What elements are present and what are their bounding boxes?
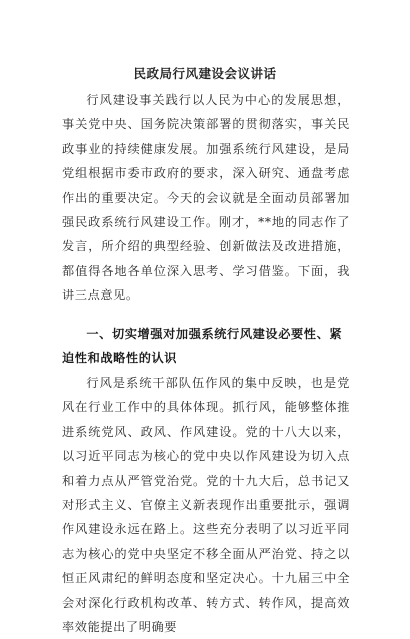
document-title: 民政局行风建设会议讲话: [133, 66, 277, 81]
intro-paragraph: 行风建设事关践行以人民为中心的发展思想，事关党中央、国务院决策部署的贯彻落实，事关民政事业的持续健康发展。加强系统行风建设，是局党组根据市委市政府的要求，深入研究、通盘考虑作出的重要决定。今天的会议就是全面动员部署加强民政系统行风建设工作。刚才，**地的同志作了发言，所介绍的典型经验、创新做法及改进措施，都值得各地各单位深入思考、学习借鉴。下面，我讲三点意见。: [62, 93, 350, 303]
section-heading: 一、切实增强对加强系统行风建设必要性、紧迫性和战略性的认识: [62, 327, 343, 366]
section-paragraph: 行风是系统干部队伍作风的集中反映，也是党风在行业工作中的具体体现。抓行风，能够整体推进系统党风、政风、作风建设。党的十八大以来，以习近平同志为核心的党中央以作风建设为切入点和着力点从严管党治党。党的十九大后，总书记又对形式主义、官僚主义新表现作出重要批示，强调作风建设永远在路上。这些充分表明了以习近平同志为核心的党中央坚定不移全面从严治党、持之以恒正风肃纪的鲜明态度和坚定决心。十九届三中全会对深化行政机构改革、转方式、转作风，提高效率效能提出了明确要: [62, 376, 350, 635]
